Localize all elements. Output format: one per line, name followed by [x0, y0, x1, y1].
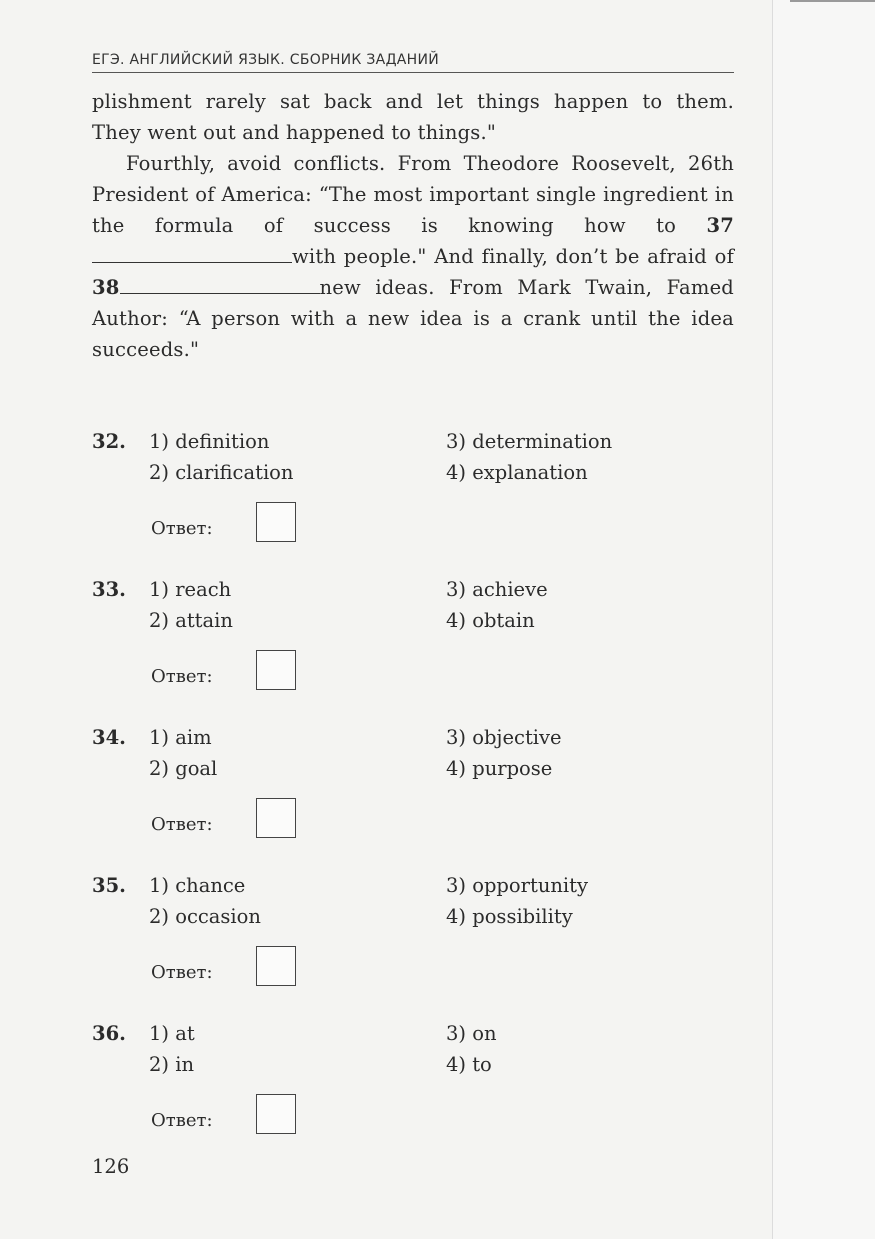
question-32	[92, 430, 734, 560]
answer-label: Ответ:	[151, 666, 213, 687]
question-36	[92, 1022, 734, 1152]
option-2: 2) occasion	[149, 905, 261, 928]
option-4: 4) possibility	[446, 905, 573, 928]
question-number: 33.	[92, 578, 126, 601]
question-number: 32.	[92, 430, 126, 453]
question-33	[92, 578, 734, 708]
answer-box-32[interactable]	[256, 502, 296, 542]
option-4: 4) obtain	[446, 609, 535, 632]
option-3: 3) on	[446, 1022, 497, 1045]
running-header: ЕГЭ. АНГЛИЙСКИЙ ЯЗЫК. СБОРНИК ЗАДАНИЙ	[92, 52, 734, 73]
option-1: 1) aim	[149, 726, 212, 749]
option-1: 1) chance	[149, 874, 246, 897]
option-3: 3) determination	[446, 430, 613, 453]
question-35	[92, 874, 734, 1004]
gap-37-blank[interactable]	[92, 244, 292, 263]
answer-label: Ответ:	[151, 518, 213, 539]
option-2: 2) clarification	[149, 461, 294, 484]
question-number: 36.	[92, 1022, 126, 1045]
option-1: 1) reach	[149, 578, 232, 601]
answer-label: Ответ:	[151, 1110, 213, 1131]
answer-label: Ответ:	[151, 962, 213, 983]
option-4: 4) explanation	[446, 461, 588, 484]
option-4: 4) purpose	[446, 757, 553, 780]
passage-part-2: with people." And finally, don’t be afraid of	[292, 245, 734, 268]
passage-line-2: They went out and happened to things."	[92, 121, 497, 144]
passage-part-3: new ideas. From Mark Twain, Famed Author: “A person with a new idea is a crank until the idea succeeds."	[92, 276, 734, 361]
option-1: 1) definition	[149, 430, 270, 453]
option-2: 2) goal	[149, 757, 218, 780]
option-3: 3) objective	[446, 726, 562, 749]
question-34	[92, 726, 734, 856]
option-4: 4) to	[446, 1053, 492, 1076]
passage-line-1: plishment rarely sat back and let things happen to them.	[92, 90, 734, 113]
page-margin	[772, 0, 875, 1239]
gap-38-blank[interactable]	[120, 275, 320, 294]
answer-box-34[interactable]	[256, 798, 296, 838]
passage-part-1: Fourthly, avoid conflicts. From Theodore Roosevelt, 26th President of America: “The most important single ingredient in the formula of success is knowing how to	[92, 152, 734, 237]
question-number: 34.	[92, 726, 126, 749]
answer-box-33[interactable]	[256, 650, 296, 690]
passage-paragraph	[92, 148, 734, 365]
option-2: 2) in	[149, 1053, 195, 1076]
option-3: 3) achieve	[446, 578, 548, 601]
gap-37-number: 37	[706, 214, 734, 237]
option-3: 3) opportunity	[446, 874, 589, 897]
option-2: 2) attain	[149, 609, 233, 632]
answer-box-35[interactable]	[256, 946, 296, 986]
answer-box-36[interactable]	[256, 1094, 296, 1134]
page-number: 126	[92, 1155, 130, 1178]
gap-38-number: 38	[92, 276, 120, 299]
edge-divider	[790, 0, 875, 2]
question-number: 35.	[92, 874, 126, 897]
passage-text	[92, 86, 734, 365]
answer-label: Ответ:	[151, 814, 213, 835]
option-1: 1) at	[149, 1022, 195, 1045]
